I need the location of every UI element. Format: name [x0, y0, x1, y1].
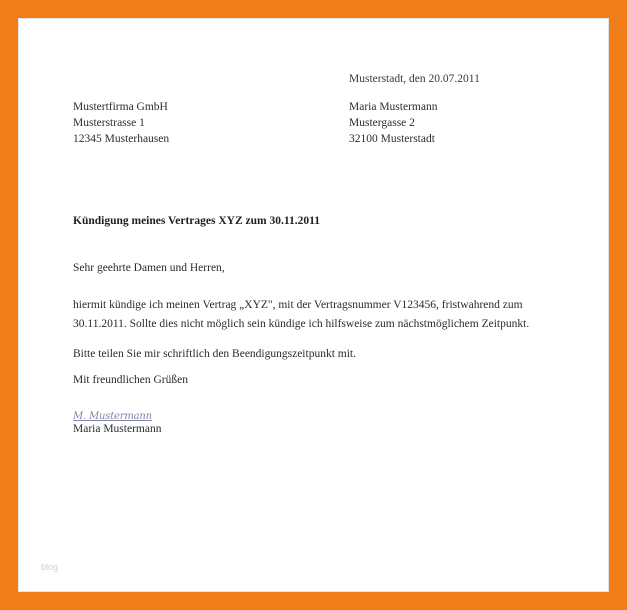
receiver-address-block	[349, 99, 579, 147]
handwritten-signature: M. Mustermann	[73, 411, 152, 422]
body-paragraph-1: hiermit kündige ich meinen Vertrag „XYZ", mit der Vertragsnummer V123456, fristwahrend zum 30.11.2011. Sollte dies nicht möglich sein kündige ich hilfsweise zum nächstmöglichem Zeitpunkt.	[73, 299, 530, 330]
receiver-line-3: 32100 Musterstadt	[349, 133, 435, 145]
closing-line: Mit freundlichen Grüßen	[73, 374, 188, 386]
sender-address-block	[73, 99, 293, 147]
salutation: Sehr geehrte Damen und Herren,	[73, 262, 225, 274]
receiver-line-1: Maria Mustermann	[349, 101, 438, 113]
letter-content	[19, 19, 610, 593]
body-paragraph-2: Bitte teilen Sie mir schriftlich den Beendigungszeitpunkt mit.	[73, 348, 356, 360]
receiver-line-2: Mustergasse 2	[349, 117, 415, 129]
letter-sheet	[18, 18, 609, 592]
date-line: Musterstadt, den 20.07.2011	[349, 73, 480, 85]
sender-line-3: 12345 Musterhausen	[73, 133, 170, 145]
subject-line: Kündigung meines Vertrages XYZ zum 30.11.2011	[73, 215, 320, 227]
signature-name: Maria Mustermann	[73, 423, 162, 435]
sender-line-1: Mustertfirma GmbH	[73, 101, 168, 113]
sender-line-2: Musterstrasse 1	[73, 117, 145, 129]
watermark-label: blog	[41, 562, 59, 572]
